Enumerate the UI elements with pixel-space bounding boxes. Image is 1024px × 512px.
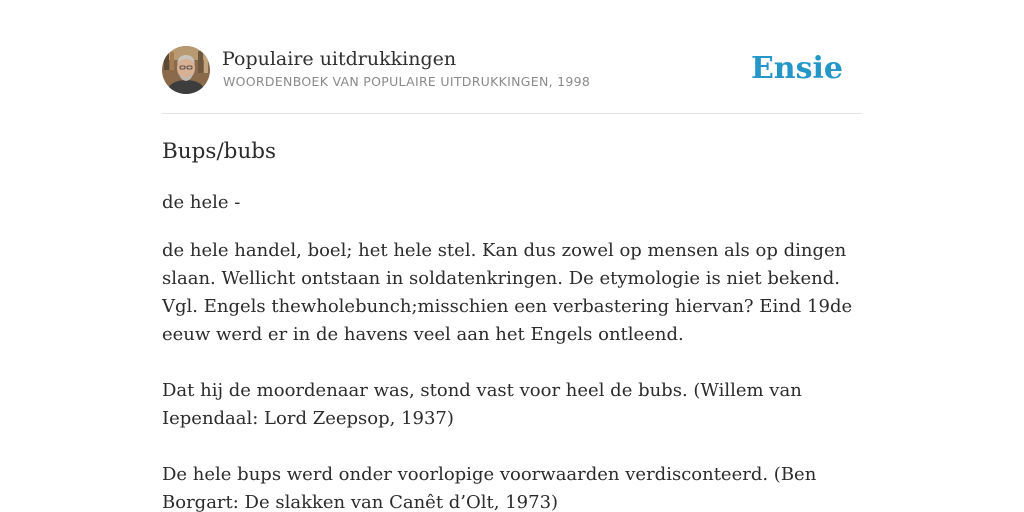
author-portrait-icon [162, 46, 210, 94]
source-name[interactable]: Populaire uitdrukkingen [222, 48, 457, 70]
source-subtitle: WOORDENBOEK VAN POPULAIRE UITDRUKKINGEN, 1998 [223, 74, 591, 89]
entry-paragraph: Dat hij de moordenaar was, stond vast voor heel de bubs. (Willem van Iependaal: Lord Zeepsop, 1937) [162, 380, 802, 429]
entry-title: Bups/bubs [162, 139, 277, 164]
entry-body [162, 237, 862, 512]
entry-paragraph: De hele bups werd onder voorlopige voorwaarden verdisconteerd. (Ben Borgart: De slakken van Canêt d’Olt, 1973) [162, 464, 817, 512]
author-avatar[interactable] [162, 46, 210, 94]
entry-card [162, 46, 862, 512]
entry-paragraph: de hele handel, boel; het hele stel. Kan dus zowel op mensen als op dingen slaan. Wellicht ontstaan in soldatenkringen. De etymologie is niet bekend. Vgl. Engels thewholebunch;misschien een verbastering hiervan? Eind 19de eeuw werd er in de havens veel aan het Engels ontleend. [162, 240, 853, 345]
source-header [162, 46, 862, 114]
entry-subtitle: de hele - [162, 192, 241, 213]
ensie-logo[interactable]: Ensie [750, 51, 843, 86]
